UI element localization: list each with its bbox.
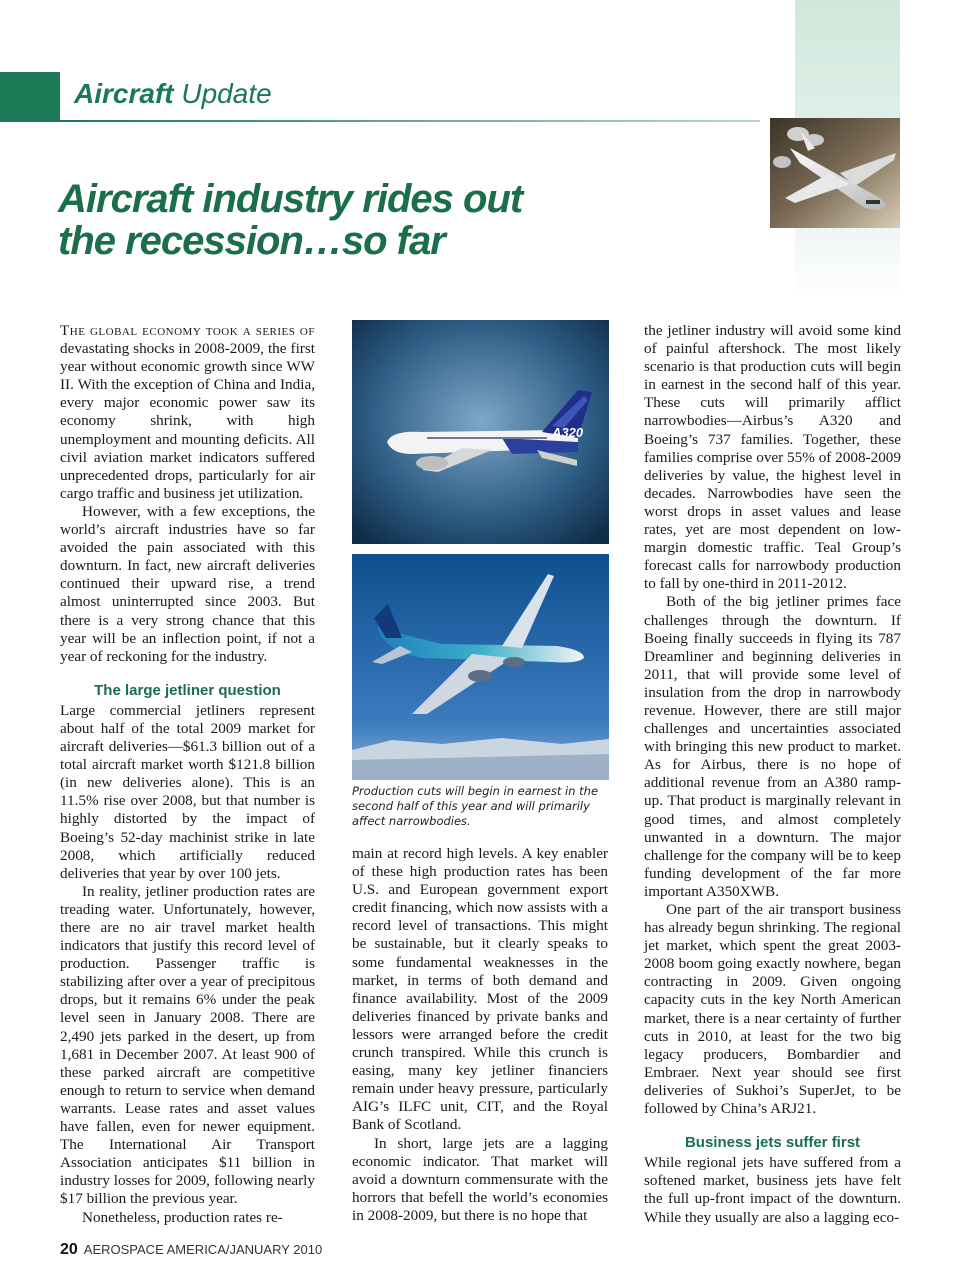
paragraph: Both of the big jetliner primes face challenges through the downturn. If Boeing finally succeeds in flying its 787 Dreamliner and beginning deliveries in 2011, that will provide some level of insulation from the drop in narrowbody revenue. However, there are still major challenges and uncertainties associated with bringing this new product to market. As for Airbus, there is no hope of additional revenue from an A380 ramp-up. That product is marginally relevant in good times, and almost completely unwanted in a downturn. The major challenge for the company will be to keep funding development of the far more important A350XWB. [644,593,901,900]
paragraph: the jetliner industry will avoid some kind of painful aftershock. The most likely scenario is that production cuts will begin in earnest in the second half of this year. These cuts will primarily afflict narrowbodies—Airbus’s A320 and Boeing’s 737 families. Together, these families comprise over 55% of 2008-2009 deliveries by value, the highest level in decades. Narrowbodies have seen the worst drops in asset values and lease rates, yet are most dependent on low-margin domestic traffic. Teal Group’s forecast calls for narrowbody production to fall by one-third in 2011-2012. [644,322,901,593]
page-number: 20 [60,1241,78,1258]
paragraph: One part of the air transport business has already begun shrinking. The regional jet market, which spent the great 2003-2008 boom going exactly nowhere, began contracting in 2009. Given ongoing capacity cuts in the key North American market, there is a near certainty of further cuts in 2010, at least for the two big legacy producers, Bombardier and Embraer. Next year should see first deliveries of Sukhoi’s SuperJet, to be followed by China’s ARJ21. [644,901,901,1118]
paragraph: While regional jets have suffered from a softened market, business jets have felt the full up-front impact of the downturn. While they usually are also a lagging eco- [644,1154,901,1226]
section-color-block [0,72,60,122]
boeing-737-photo [352,554,609,780]
paragraph: Large commercial jetliners represent about half of the total 2009 market for aircraft deliveries—$61.3 billion out of a total aircraft market worth $121.8 billion (in new deliveries alone). This is an 11.5% rise over 2008, but that number is highly distorted by the impact of Boeing’s 52-day machinist strike in late 2008, which artificially reduced deliveries that year by over 100 jets. [60,701,315,882]
headline-line-2: the recession…so far [58,219,445,263]
section-label-bold: Aircraft [74,78,174,109]
paragraph: In reality, jetliner production rates are treading water. Unfortunately, however, there are no air travel market health indicators that justify this record level of production. Passenger traffic is stabilizing after over a year of precipitous drops, but it remains 6% under the peak level seen in January 2008. There are 2,490 jets parked in the desert, up from 1,681 in December 2007. At least 900 of these parked aircraft are competitive enough to return to service when demand warrants. Lease rates and asset values have fallen, even for newer equipment. The International Air Transport Association anticipates $11 billion in industry losses for 2009, following nearly $17 billion the previous year. [60,882,315,1208]
column-3 [644,322,901,1227]
lead-paragraph [60,322,315,503]
headline-line-1: Aircraft industry rides out [58,177,523,221]
page-footer [60,1241,322,1259]
paragraph: In short, large jets are a lagging economic indicator. That market will avoid a downturn commensurate with the horrors that befell the world’s economies in 2008-2009, but there is no hope that [352,1134,608,1224]
business-jet-photo [770,118,900,228]
column-2 [352,845,608,1225]
section-label [74,78,272,110]
paragraph: main at record high levels. A key enabler of these high production rates has been U.S. and European government export credit financing, which now assists with a record level of transactions. This might be sustainable, but it clearly speaks to some fundamental weaknesses in the market, in terms of both demand and finance availability. Most of the 2009 deliveries financed by private banks and lessors were arranged before the credit crunch transpired. While this crunch is easing, many key jetliner financiers remain under heavy pressure, particularly AIG’s ILFC unit, CIT, and the Royal Bank of Scotland. [352,845,608,1134]
lead-text: devastating shocks in 2008-2009, the first year without economic growth since WW II. With the exception of China and India, every major economic power saw its economy shrink, with high unemployment and mounting deficits. All civil aviation market indicators suffered unprecedented drops, particularly for air cargo traffic and business jet utilization. [60,340,315,502]
lead-smallcaps: The global economy took a series of [60,322,315,339]
column-1 [60,322,315,1227]
header-rule [60,120,760,122]
subhead-large-jetliner: The large jetliner question [94,681,281,699]
photo-caption: Production cuts will begin in earnest in the second half of this year and will primarily affect narrowbodies. [352,784,599,828]
subhead-business-jets: Business jets suffer first [684,1134,861,1152]
publication-name: AEROSPACE AMERICA/JANUARY 2010 [83,1242,323,1257]
paragraph: However, with a few exceptions, the world’s aircraft industries have so far avoided the pain associated with this downturn. In fact, new aircraft deliveries continued their upward rise, a trend almost uninterrupted since 2003. But there is a very strong chance that this year will be an inflection point, if not a year of reckoning for the industry. [60,502,315,665]
paragraph: Nonetheless, production rates re- [82,1208,283,1226]
a320-livery-text: A320 [552,425,584,440]
a320-photo [352,320,609,544]
article-headline [58,178,578,262]
section-label-normal: Update [181,78,272,109]
